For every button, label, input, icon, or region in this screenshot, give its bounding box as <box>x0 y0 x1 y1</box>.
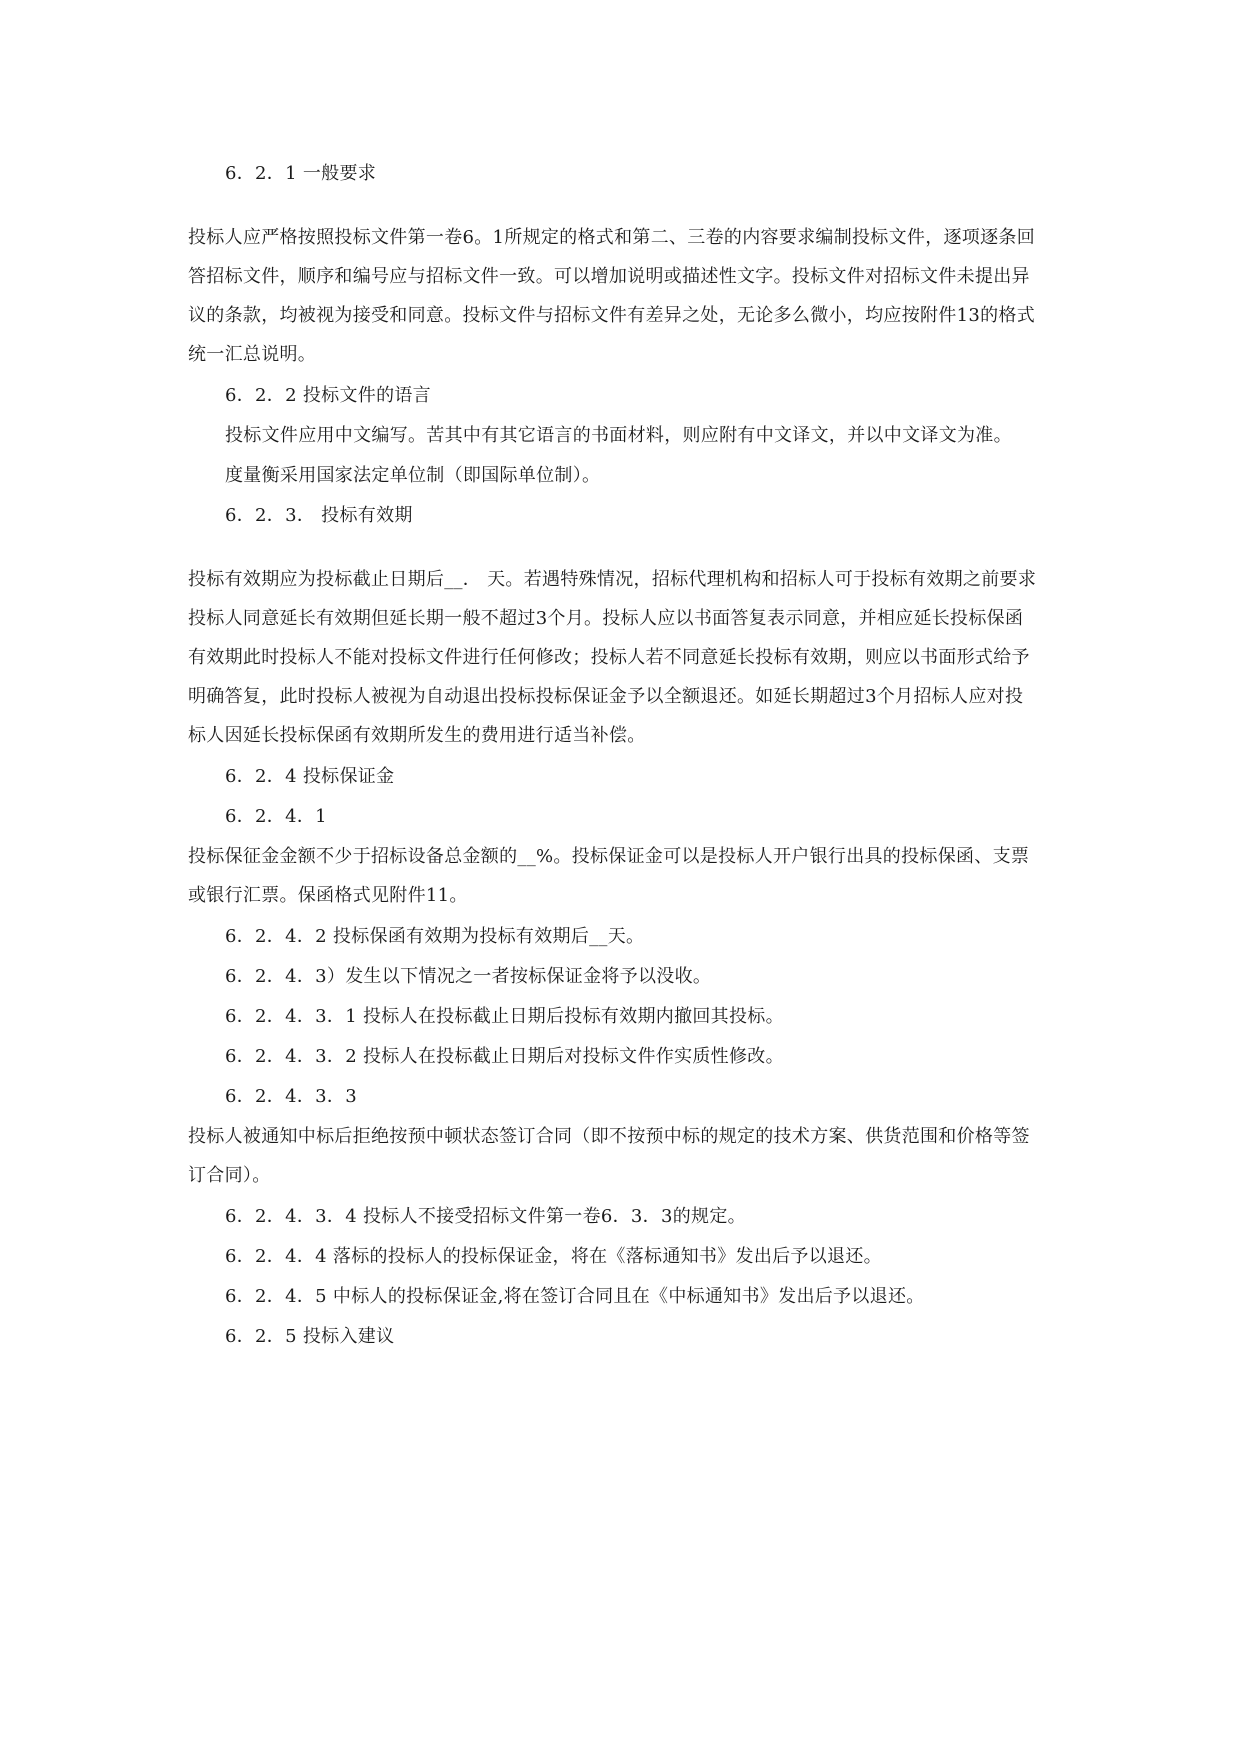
clause-6-2-4-3: 6．2．4．3）发生以下情况之一者按标保证金将予以没收。 <box>225 966 712 987</box>
paragraph-line: 明确答复，此时投标人被视为自动退出投标投标保证金予以全额退还。如延长期超过3个月招标人应对投 <box>188 686 1024 707</box>
clause-6-2-4-3-3: 6．2．4．3．3 <box>225 1086 357 1107</box>
section-heading-6-2-4-1: 6．2．4．1 <box>225 806 327 827</box>
paragraph-line: 投标人同意延长有效期但延长期一般不超过3个月。投标人应以书面答复表示同意，并相应延长投标保函 <box>188 608 1024 629</box>
clause-6-2-4-5: 6．2．4．5 中标人的投标保证金,将在签订合同且在《中标通知书》发出后予以退还。 <box>225 1286 925 1307</box>
clause-6-2-4-3-4: 6．2．4．3．4 投标人不接受招标文件第一卷6．3．3的规定。 <box>225 1206 746 1227</box>
paragraph-line: 投标人应严格按照投标文件第一卷6。1所规定的格式和第二、三卷的内容要求编制投标文件，逐项逐条回 <box>188 227 1035 248</box>
section-heading-6-2-4: 6．2．4 投标保证金 <box>225 766 395 787</box>
paragraph-line: 统一汇总说明。 <box>188 344 317 365</box>
paragraph-line: 投标保征金金额不少于招标设备总金额的__%。投标保证金可以是投标人开户银行出具的投标保函、支票 <box>188 846 1030 867</box>
section-heading-6-2-1: 6．2．1 一般要求 <box>225 163 377 184</box>
section-heading-6-2-3: 6．2．3． 投标有效期 <box>225 505 413 526</box>
paragraph-line: 订合同）。 <box>188 1165 271 1186</box>
paragraph-line: 投标文件应用中文编写。苦其中有其它语言的书面材料，则应附有中文译文，并以中文译文为准。 <box>225 425 1012 446</box>
paragraph-line: 标人因延长投标保函有效期所发生的费用进行适当补偿。 <box>188 725 646 746</box>
clause-6-2-4-4: 6．2．4．4 落标的投标人的投标保证金，将在《落标通知书》发出后予以退还。 <box>225 1246 882 1267</box>
section-heading-6-2-5: 6．2．5 投标入建议 <box>225 1326 395 1347</box>
clause-6-2-4-2: 6．2．4．2 投标保函有效期为投标有效期后__天。 <box>225 926 645 947</box>
clause-6-2-4-3-1: 6．2．4．3．1 投标人在投标截止日期后投标有效期内撤回其投标。 <box>225 1006 784 1027</box>
paragraph-line: 议的条款，均被视为接受和同意。投标文件与招标文件有差异之处，无论多么微小，均应按附件13的格式 <box>188 305 1035 326</box>
paragraph-line: 或银行汇票。保函格式见附件11。 <box>188 885 468 906</box>
paragraph-line: 投标人被通知中标后拒绝按预中顿状态签订合同（即不按预中标的规定的技术方案、供货范围和价格等签 <box>188 1126 1030 1147</box>
paragraph-line: 有效期此时投标人不能对投标文件进行任何修改；投标人若不同意延长投标有效期，则应以书面形式给予 <box>188 647 1030 668</box>
paragraph-line: 投标有效期应为投标截止日期后__． 天。若遇特殊情况，招标代理机构和招标人可于投标有效期之前要求 <box>188 569 1037 590</box>
paragraph-line: 答招标文件，顺序和编号应与招标文件一致。可以增加说明或描述性文字。投标文件对招标文件未提出异 <box>188 266 1030 287</box>
section-heading-6-2-2: 6．2．2 投标文件的语言 <box>225 385 431 406</box>
paragraph-line: 度量衡采用国家法定单位制（即国际单位制）。 <box>225 465 601 486</box>
clause-6-2-4-3-2: 6．2．4．3．2 投标人在投标截止日期后对投标文件作实质性修改。 <box>225 1046 784 1067</box>
